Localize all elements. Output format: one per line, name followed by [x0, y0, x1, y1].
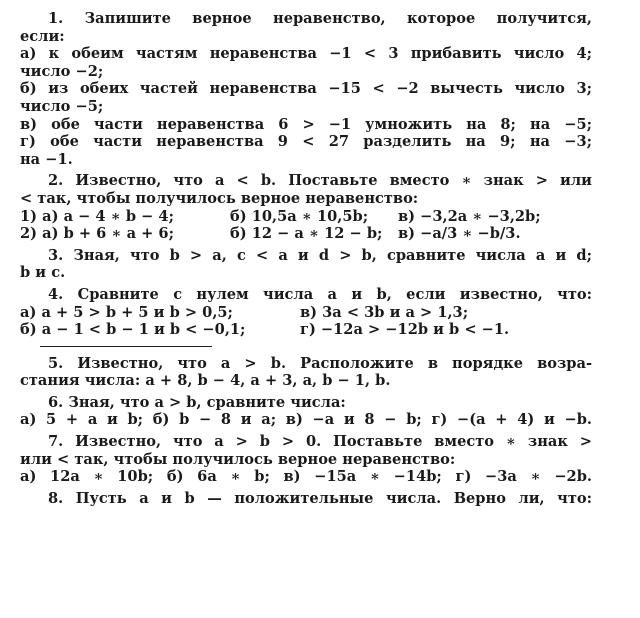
problem-2: [20, 172, 592, 242]
problem-6-line-1: 6. Зная, что a > b, сравните числа:: [48, 393, 346, 411]
problem-2-row-2-b: б) 12 − a ∗ 12 − b;: [230, 225, 383, 243]
problem-1-item-a: а) к обеим частям неравенства −1 < 3 прибавить число 4;: [20, 45, 592, 63]
problem-2-row-1-c: в) −3,2a ∗ −3,2b;: [398, 207, 541, 225]
problem-2-row-1-a: 1) а) a − 4 ∗ b − 4;: [20, 207, 174, 225]
problem-2-line-2: < так, чтобы получилось верное неравенство:: [20, 189, 419, 207]
problem-4-row-1-a: а) a + 5 > b + 5 и b > 0,5;: [20, 303, 233, 321]
problem-5: [20, 355, 592, 390]
section-divider: [40, 346, 212, 347]
problem-4-row-2-b: г) −12a > −12b и b < −1.: [300, 321, 510, 339]
problem-8: [20, 490, 592, 508]
problem-3: [20, 247, 592, 282]
problem-7: [20, 433, 592, 486]
problem-6-line-2: а) 5 + a и b; б) b − 8 и a; в) −a и 8 − b; г) −(a + 4) и −b.: [20, 411, 592, 429]
problem-4-line-1: 4. Сравните с нулем числа a и b, если известно, что:: [48, 285, 592, 303]
problem-3-line-2: b и c.: [20, 264, 66, 282]
problem-2-row-2: [20, 225, 592, 243]
problem-2-row-2-a: 2) а) b + 6 ∗ a + 6;: [20, 225, 174, 243]
problem-4-row-1-b: в) 3a < 3b и a > 1,3;: [300, 303, 469, 321]
problem-3-line-1: 3. Зная, что b > a, c < a и d > b, сравните числа a и d;: [48, 246, 592, 264]
problem-6: [20, 394, 592, 429]
problem-2-row-2-c: в) −a/3 ∗ −b/3.: [398, 225, 521, 243]
problem-8-line-1: 8. Пусть a и b — положительные числа. Верно ли, что:: [48, 489, 592, 507]
problem-2-row-1: [20, 208, 592, 226]
problem-5-line-1: 5. Известно, что a > b. Расположите в порядке возра-: [48, 354, 592, 372]
problem-2-line-1: 2. Известно, что a < b. Поставьте вместо ∗ знак > или: [48, 172, 592, 190]
problem-1-line-2: если:: [20, 27, 65, 45]
problem-4-row-2-a: б) a − 1 < b − 1 и b < −0,1;: [20, 321, 246, 339]
problem-4-row-2: [20, 321, 592, 339]
problem-2-row-1-b: б) 10,5a ∗ 10,5b;: [230, 207, 369, 225]
problem-1-item-d-cont: на −1.: [20, 150, 73, 168]
problem-1-item-d: г) обе части неравенства 9 < 27 разделить на 9; на −3;: [20, 133, 592, 151]
problem-4-row-1: [20, 304, 592, 322]
problem-1-line-1: 1. Запишите верное неравенство, которое получится,: [48, 10, 592, 27]
problem-7-line-2: или < так, чтобы получилось верное неравенство:: [20, 450, 456, 468]
problem-1-item-a-cont: число −2;: [20, 62, 104, 80]
problem-1-item-b: б) из обеих частей неравенства −15 < −2 вычесть число 3;: [20, 80, 592, 98]
problem-1-item-b-cont: число −5;: [20, 97, 104, 115]
problem-1: [20, 10, 592, 168]
problem-5-line-2: стания числа: a + 8, b − 4, a + 3, a, b − 1, b.: [20, 372, 391, 390]
problem-7-line-3: а) 12a ∗ 10b; б) 6a ∗ b; в) −15a ∗ −14b; г) −3a ∗ −2b.: [20, 468, 592, 486]
problem-4: [20, 286, 592, 339]
problem-7-line-1: 7. Известно, что a > b > 0. Поставьте вместо ∗ знак >: [48, 433, 592, 451]
problem-1-item-c: в) обе части неравенства 6 > −1 умножить на 8; на −5;: [20, 115, 592, 133]
